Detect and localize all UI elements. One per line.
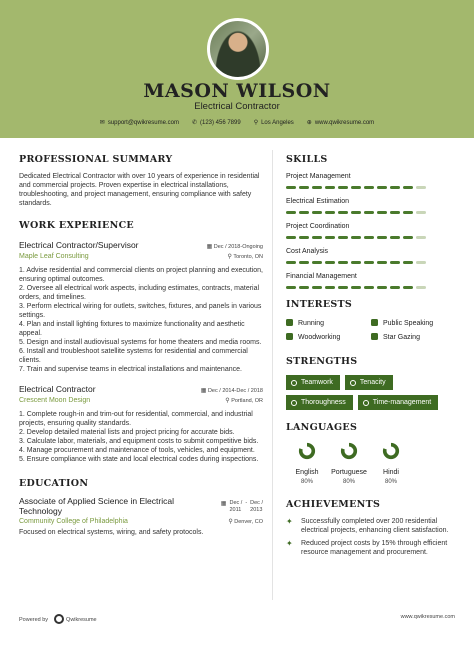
skills-list [286, 173, 456, 289]
calendar-icon: ▦ [220, 501, 227, 507]
skill-level-segment [338, 236, 348, 239]
location-icon: ⚲ [228, 519, 233, 525]
skill-level-segment [286, 211, 296, 214]
skill-level-bar [286, 261, 456, 264]
trophy-icon: ✦ [286, 539, 293, 548]
list-item: Woodworking [286, 333, 371, 341]
skill-item [286, 198, 456, 214]
skill-level-segment [312, 211, 322, 214]
strength-badge: Tenacity [345, 375, 393, 390]
job-location: ⚲ Portland, OR [225, 398, 263, 404]
skill-level-segment [390, 236, 400, 239]
strength-badge: Time-management [358, 395, 439, 410]
skill-name: Financial Management [286, 273, 357, 280]
job-company: Maple Leaf Consulting [19, 253, 89, 260]
skill-level-segment [299, 211, 309, 214]
skill-name: Electrical Estimation [286, 198, 350, 205]
check-icon [363, 400, 369, 406]
skill-level-bar [286, 286, 456, 289]
footer [0, 612, 474, 628]
skill-level-segment [325, 186, 335, 189]
list-item: 5. Ensure compliance with state and local electrical codes during inspections. [19, 456, 259, 463]
language-percent: 80% [384, 479, 397, 485]
skill-level-segment [299, 236, 309, 239]
job-entry [19, 384, 263, 464]
list-item: 2. Oversee all electrical work aspects, including estimates, contracts, material orders, and timelines. [19, 285, 260, 301]
skill-level-bar [286, 211, 456, 214]
skill-level-segment [325, 211, 335, 214]
list-item: 3. Perform electrical wiring for outlets, switches, fixtures, and panels in various settings. [19, 303, 262, 319]
achievements-heading: ACHIEVEMENTS [286, 499, 381, 510]
contact-website[interactable]: ⊕ www.qwikresume.com [306, 120, 375, 126]
experience-heading: WORK EXPERIENCE [19, 220, 134, 231]
skill-level-segment [377, 236, 387, 239]
skill-item [286, 173, 456, 189]
skill-level-segment [403, 286, 413, 289]
list-item: 4. Manage procurement and maintenance of tools, vehicles, and equipment. [19, 447, 255, 454]
list-item: 4. Plan and install lighting fixtures to maximize functionality and aesthetic appeal. [19, 321, 245, 337]
job-bullets [19, 266, 263, 374]
skill-level-segment [403, 211, 413, 214]
interests-heading: INTERESTS [286, 299, 353, 310]
skill-level-segment [416, 186, 426, 189]
star-icon [371, 333, 378, 340]
email-icon: ✉ [99, 120, 105, 126]
language-item [370, 442, 412, 485]
check-icon [291, 400, 297, 406]
check-icon [350, 380, 356, 386]
list-item: 1. Complete rough-in and trim-out for residential, commercial, and industrial projects, ensuring quality standards. [19, 411, 253, 427]
education-location: ⚲ Denver, CO [228, 519, 263, 525]
skill-level-segment [325, 261, 335, 264]
languages-list [286, 442, 456, 485]
skill-level-segment [286, 286, 296, 289]
location-icon: ⚲ [225, 398, 230, 404]
skills-heading: SKILLS [286, 154, 328, 165]
job-bullets [19, 410, 263, 464]
language-level-ring [382, 442, 400, 460]
skill-item [286, 248, 456, 264]
skill-name: Project Coordination [286, 223, 350, 230]
strength-badge: Teamwork [286, 375, 340, 390]
skill-level-segment [377, 261, 387, 264]
candidate-role: Electrical Contractor [194, 101, 280, 112]
qwikresume-logo-icon [54, 614, 64, 624]
powered-by: Powered by Qwikresume [19, 614, 97, 624]
skill-level-segment [403, 236, 413, 239]
strengths-heading: STRENGTHS [286, 356, 358, 367]
skill-level-segment [416, 261, 426, 264]
skill-level-segment [364, 186, 374, 189]
skill-name: Cost Analysis [286, 248, 329, 255]
link-icon: ⊕ [306, 120, 312, 126]
skill-level-segment [364, 211, 374, 214]
skill-level-segment [299, 286, 309, 289]
header-banner [0, 0, 474, 138]
skill-level-bar [286, 186, 456, 189]
column-divider [272, 150, 273, 600]
trophy-icon: ✦ [286, 517, 293, 526]
skill-level-segment [390, 211, 400, 214]
contact-location: ⚲ Los Angeles [253, 120, 294, 126]
skill-level-segment [338, 211, 348, 214]
skill-level-segment [351, 211, 361, 214]
skill-level-segment [312, 236, 322, 239]
list-item: 7. Train and supervise teams in electrical installations and maintenance. [19, 366, 242, 373]
phone-icon: ✆ [191, 120, 197, 126]
language-item [286, 442, 328, 485]
language-level-ring [298, 442, 316, 460]
skill-level-segment [377, 211, 387, 214]
skill-level-segment [416, 286, 426, 289]
running-icon [286, 319, 293, 326]
job-title: Electrical Contractor/Supervisor [19, 240, 139, 250]
skill-level-segment [351, 186, 361, 189]
list-item: 6. Install and troubleshoot satellite systems for residential and commercial clients. [19, 348, 248, 364]
summary-heading: PROFESSIONAL SUMMARY [19, 154, 173, 165]
list-item: 2. Develop detailed material lists and project pricing for accurate bids. [19, 429, 235, 436]
skill-level-segment [312, 186, 322, 189]
calendar-icon: ▦ [200, 388, 207, 394]
skill-level-segment [403, 186, 413, 189]
list-item: Public Speaking [371, 319, 456, 327]
skill-level-segment [312, 286, 322, 289]
skill-level-segment [364, 286, 374, 289]
achievements-list [286, 517, 456, 557]
school-name: Community College of Philadelphia [19, 518, 128, 525]
list-item: 1. Advise residential and commercial clients on project planning and execution, ensuring optimal outcomes. [19, 267, 263, 283]
speaking-icon [371, 319, 378, 326]
education-dates: ▦ Dec / 2011 - Dec / 2013 [220, 500, 263, 513]
job-title: Electrical Contractor [19, 384, 96, 394]
language-name: Portuguese [331, 469, 367, 476]
language-level-ring [340, 442, 358, 460]
skill-item [286, 273, 456, 289]
education-heading: EDUCATION [19, 478, 89, 489]
language-percent: 80% [300, 479, 313, 485]
skill-level-segment [351, 261, 361, 264]
candidate-name: MASON WILSON [143, 80, 331, 102]
skill-level-segment [299, 261, 309, 264]
interests-list [286, 319, 456, 341]
skill-level-segment [390, 286, 400, 289]
location-icon: ⚲ [227, 254, 232, 260]
job-entry [19, 240, 263, 374]
skill-level-segment [377, 286, 387, 289]
skill-level-segment [364, 261, 374, 264]
contact-phone[interactable]: ✆ (123) 456 7899 [191, 120, 241, 126]
list-item: 3. Calculate labor, materials, and equipment costs to submit competitive bids. [19, 438, 259, 445]
contact-bar [0, 119, 474, 126]
job-dates: ▦ Dec / 2014-Dec / 2018 [200, 388, 263, 394]
skill-level-segment [299, 186, 309, 189]
strengths-list [286, 375, 456, 410]
skill-level-segment [416, 211, 426, 214]
skill-level-segment [325, 286, 335, 289]
skill-level-segment [416, 236, 426, 239]
language-name: English [295, 469, 319, 476]
right-column [286, 150, 456, 557]
skill-level-segment [351, 286, 361, 289]
skill-level-segment [286, 186, 296, 189]
skill-level-segment [286, 236, 296, 239]
skill-level-segment [390, 186, 400, 189]
list-item: Running [286, 319, 371, 327]
list-item: ✦ Successfully completed over 200 residential electrical projects, enhancing client satisfaction. [286, 517, 449, 534]
job-company: Crescent Moon Design [19, 397, 91, 404]
skill-level-segment [338, 186, 348, 189]
skill-level-segment [286, 261, 296, 264]
skill-level-segment [403, 261, 413, 264]
job-dates: ▦ Dec / 2018-Ongoing [206, 244, 263, 250]
skill-level-segment [351, 236, 361, 239]
language-percent: 80% [342, 479, 355, 485]
education-entry [19, 496, 263, 537]
skill-item [286, 223, 456, 239]
footer-website[interactable]: www.qwikresume.com [400, 614, 455, 620]
skill-level-segment [377, 186, 387, 189]
location-icon: ⚲ [253, 120, 259, 126]
woodworking-icon [286, 333, 293, 340]
job-location: ⚲ Toronto, ON [227, 254, 263, 260]
skill-name: Project Management [286, 173, 351, 180]
summary-text: Dedicated Electrical Contractor with over 10 years of experience in residential and commercial projects. Proven expertise in electrical installations, troubleshooting, and project management, ensuring compliance with safety standards. [19, 173, 260, 207]
skill-level-segment [364, 236, 374, 239]
strength-badge: Thoroughness [286, 395, 353, 410]
contact-email[interactable]: ✉ support@qwikresume.com [99, 120, 179, 126]
education-note: Focused on electrical systems, wiring, and safety protocols. [19, 529, 204, 536]
skill-level-segment [338, 261, 348, 264]
list-item: 5. Design and install audiovisual systems for home theaters and media rooms. [19, 339, 262, 346]
calendar-icon: ▦ [206, 244, 213, 250]
skill-level-segment [312, 261, 322, 264]
skill-level-segment [325, 236, 335, 239]
skill-level-segment [390, 261, 400, 264]
languages-heading: LANGUAGES [286, 422, 358, 433]
check-icon [291, 380, 297, 386]
list-item: ✦ Reduced project costs by 15% through efficient resource management and procurement. [286, 539, 448, 556]
language-name: Hindi [383, 469, 399, 476]
language-item [328, 442, 370, 485]
left-column [19, 150, 263, 537]
skill-level-bar [286, 236, 456, 239]
degree-title: Associate of Applied Science in Electrical Technology [19, 496, 174, 516]
list-item: Star Gazing [371, 333, 456, 341]
profile-photo [207, 18, 269, 80]
skill-level-segment [338, 286, 348, 289]
